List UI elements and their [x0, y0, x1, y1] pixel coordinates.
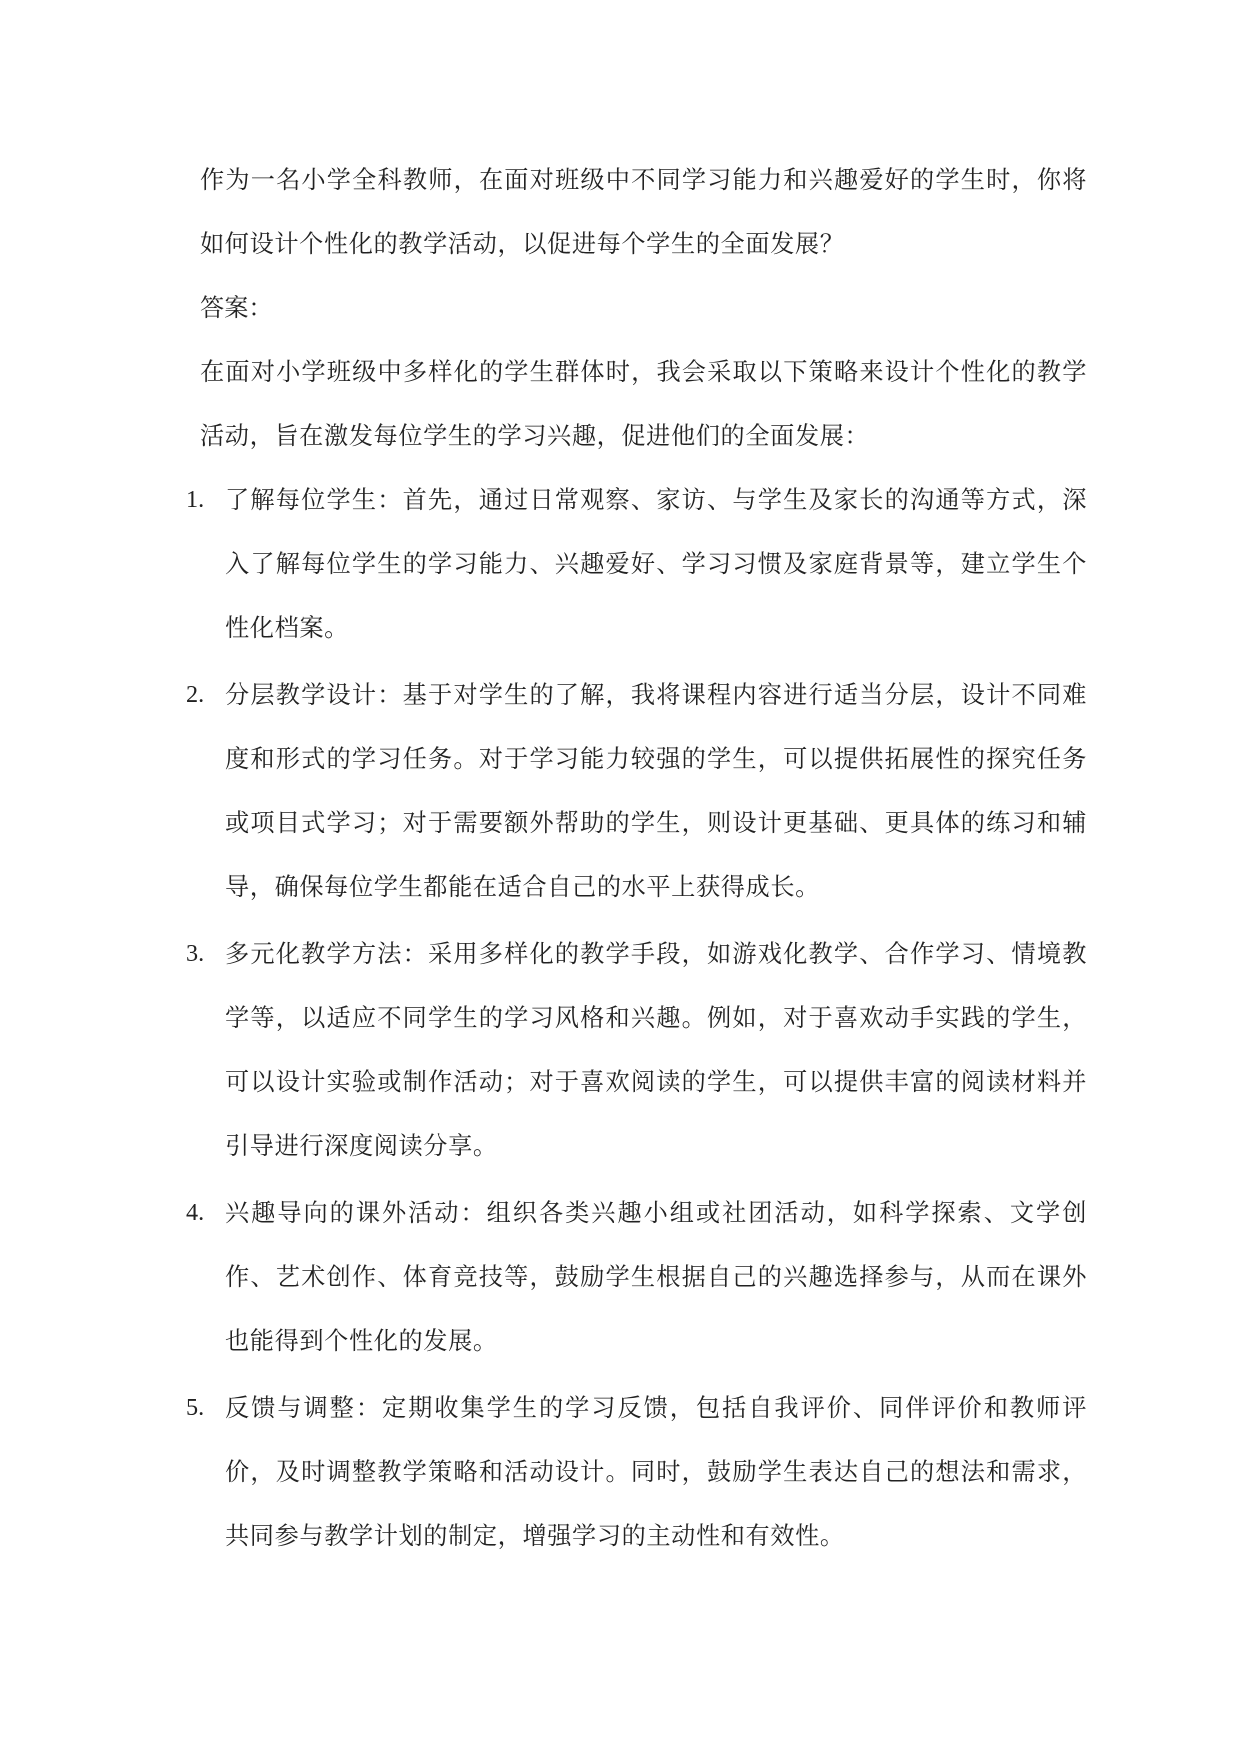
list-item-number: 1.	[186, 486, 205, 513]
document-content	[186, 148, 1087, 1568]
list-item-number: 5.	[186, 1394, 205, 1421]
list-item	[186, 663, 1087, 919]
list-item-number: 4.	[186, 1199, 205, 1226]
list-item-text: 了解每位学生：首先，通过日常观察、家访、与学生及家长的沟通等方式，深入了解每位学生的学习能力、兴趣爱好、学习习惯及家庭背景等，建立学生个性化档案。	[225, 486, 1087, 642]
list-item-text: 分层教学设计：基于对学生的了解，我将课程内容进行适当分层，设计不同难度和形式的学习任务。对于学习能力较强的学生，可以提供拓展性的探究任务或项目式学习；对于需要额外帮助的学生，则设计更基础、更具体的练习和辅导，确保每位学生都能在适合自己的水平上获得成长。	[225, 681, 1087, 901]
list-item	[186, 1376, 1087, 1568]
answer-label: 答案：	[200, 294, 273, 322]
question-paragraph: 作为一名小学全科教师，在面对班级中不同学习能力和兴趣爱好的学生时，你将如何设计个性化的教学活动，以促进每个学生的全面发展？	[200, 166, 1087, 258]
list-item	[186, 468, 1087, 660]
list-item-text: 多元化教学方法：采用多样化的教学手段，如游戏化教学、合作学习、情境教学等，以适应不同学生的学习风格和兴趣。例如，对于喜欢动手实践的学生，可以设计实验或制作活动；对于喜欢阅读的学生，可以提供丰富的阅读材料并引导进行深度阅读分享。	[225, 940, 1087, 1160]
list-item-number: 2.	[186, 681, 205, 708]
list-item-number: 3.	[186, 940, 205, 967]
intro-paragraph: 在面对小学班级中多样化的学生群体时，我会采取以下策略来设计个性化的教学活动，旨在激发每位学生的学习兴趣，促进他们的全面发展：	[200, 358, 1087, 450]
strategy-list	[186, 468, 1087, 1568]
list-item	[186, 922, 1087, 1178]
list-item-text: 反馈与调整：定期收集学生的学习反馈，包括自我评价、同伴评价和教师评价，及时调整教学策略和活动设计。同时，鼓励学生表达自己的想法和需求，共同参与教学计划的制定，增强学习的主动性和有效性。	[225, 1394, 1087, 1550]
list-item	[186, 1181, 1087, 1373]
list-item-text: 兴趣导向的课外活动：组织各类兴趣小组或社团活动，如科学探索、文学创作、艺术创作、体育竞技等，鼓励学生根据自己的兴趣选择参与，从而在课外也能得到个性化的发展。	[225, 1199, 1087, 1355]
